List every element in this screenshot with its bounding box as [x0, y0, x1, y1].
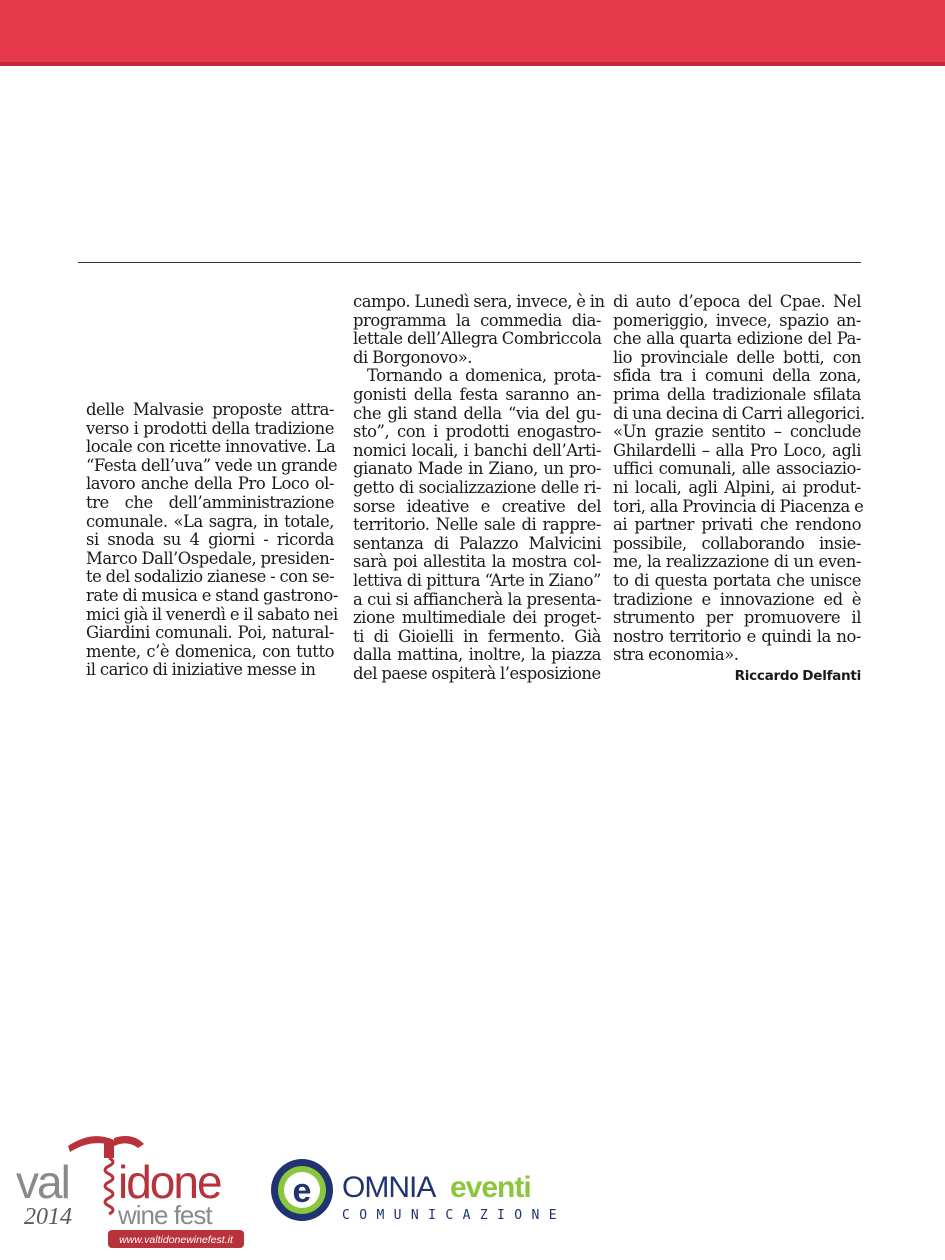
article-line: di auto d’epoca del Cpae. Nel	[613, 292, 861, 311]
article-line: lettale dell’Allegra Combriccola	[353, 329, 602, 349]
article-line: programma la commedia dia-	[353, 310, 601, 330]
article-line: comunale. «La sagra, in totale,	[86, 511, 334, 531]
article-line: ni locali, agli Alpini, ai produt-	[613, 477, 861, 497]
article-line: lettiva di pittura “Arte in Ziano”	[353, 570, 601, 590]
article-line: lavoro anche della Pro Loco ol-	[86, 474, 334, 494]
article-line: to di questa portata che unisce	[613, 570, 861, 590]
article-line: si snoda su 4 giorni - ricorda	[86, 530, 334, 550]
omnia-eventi-logo[interactable]	[270, 1157, 570, 1223]
article-line: te del sodalizio zianese - con se-	[86, 567, 335, 587]
article-line: verso i prodotti della tradizione	[86, 418, 334, 438]
article-line: ti di Gioielli in fermento. Già	[353, 626, 601, 646]
article-line: “Festa dell’uva” vede un grande	[86, 455, 338, 475]
article-line: nostro territorio e quindi la no-	[613, 626, 861, 646]
eventi-word: eventi	[450, 1171, 531, 1204]
logo-tagline: wine fest	[118, 1200, 212, 1230]
article-line: Marco Dall’Ospedale, presiden-	[86, 548, 335, 568]
horizontal-rule	[78, 262, 861, 263]
article-line: prima della tradizionale sfilata	[613, 384, 861, 404]
article-line: il carico di iniziative messe in	[86, 660, 316, 680]
valtidone-winefest-logo[interactable]	[14, 1126, 246, 1250]
author-byline: Riccardo Delfanti	[734, 667, 861, 684]
article-line: mici già il venerdì e il sabato nei	[86, 604, 338, 624]
column-2-paragraph-2	[353, 367, 601, 683]
article-line: possibile, collaborando insie-	[613, 533, 861, 553]
article-line: campo. Lunedì sera, invece, è in	[353, 292, 605, 311]
article-column-1	[86, 400, 338, 680]
article-line: pomeriggio, invece, spazio an-	[613, 310, 861, 330]
article-line: tradizione e innovazione ed è	[613, 589, 861, 609]
article-line: uffici comunali, alle associazio-	[613, 459, 861, 479]
article-line: sfida tra i comuni della zona,	[613, 366, 861, 386]
article-line: che gli stand della “via del gu-	[353, 403, 601, 423]
article-line: getto di socializzazione delle ri-	[353, 477, 601, 497]
article-line: nomici locali, i banchi dell’Arti-	[353, 440, 601, 460]
article-line: Ghilardelli – alla Pro Loco, agli	[613, 440, 861, 460]
article-line: del paese ospiterà l’esposizione	[353, 663, 601, 683]
comunicazione-word: COMUNICAZIONE	[342, 1208, 566, 1223]
article-column-3	[613, 292, 865, 685]
logo-text-val: val	[16, 1156, 69, 1208]
omnia-e-emblem-icon	[271, 1159, 333, 1221]
article-line: dalla mattina, inoltre, la piazza	[353, 645, 601, 665]
logo-text-idone: idone	[118, 1156, 221, 1208]
article-line: me, la realizzazione di un even-	[613, 552, 861, 572]
article-column-2	[353, 292, 605, 683]
article-line: gianato Made in Ziano, un pro-	[353, 459, 601, 479]
article-line: Tornando a domenica, prota-	[367, 366, 601, 386]
column-2-paragraph-1	[353, 292, 605, 367]
logo-year: 2014	[24, 1204, 72, 1230]
article-line: sarà poi allestita la mostra col-	[353, 552, 601, 572]
article-line: tori, alla Provincia di Piacenza e	[613, 496, 864, 516]
article-line: di Borgonovo».	[353, 347, 473, 367]
article-line: sentanza di Palazzo Malvicini	[353, 533, 601, 553]
article-line: tre che dell’amministrazione	[86, 492, 334, 512]
article-line: che alla quarta edizione del Pa-	[613, 329, 861, 349]
article-line: stra economia».	[613, 645, 739, 665]
article-line: rate di musica e stand gastrono-	[86, 585, 338, 605]
article-line: a cui si affiancherà la presenta-	[353, 589, 601, 609]
article-line: territorio. Nelle sale di rappre-	[353, 515, 601, 535]
article-line: zione multimediale dei proget-	[353, 608, 601, 628]
article-line: «Un grazie sentito – conclude	[613, 422, 861, 442]
omnia-emblem-letter: e	[292, 1172, 312, 1210]
top-banner	[0, 0, 945, 66]
article-line: di una decina di Carri allegorici.	[613, 403, 865, 423]
logo-url: www.valtidonewinefest.it	[119, 1234, 233, 1246]
omnia-word: OMNIA	[342, 1171, 436, 1204]
article-line: Giardini comunali. Poi, natural-	[86, 623, 334, 643]
article-line: strumento per promuovere il	[613, 608, 861, 628]
article-line: ai partner privati che rendono	[613, 515, 861, 535]
article-line: locale con ricette innovative. La	[86, 437, 336, 457]
article-line: sorse ideative e creative del	[353, 496, 601, 516]
article-line: gonisti della festa saranno an-	[353, 384, 601, 404]
article-line: lio provinciale delle botti, con	[613, 347, 861, 367]
article-line: mente, c’è domenica, con tutto	[86, 641, 334, 661]
column-3-paragraph	[613, 292, 865, 665]
article-line: sto”, con i prodotti enogastro-	[353, 422, 601, 442]
article-line: delle Malvasie proposte attra-	[86, 400, 334, 419]
